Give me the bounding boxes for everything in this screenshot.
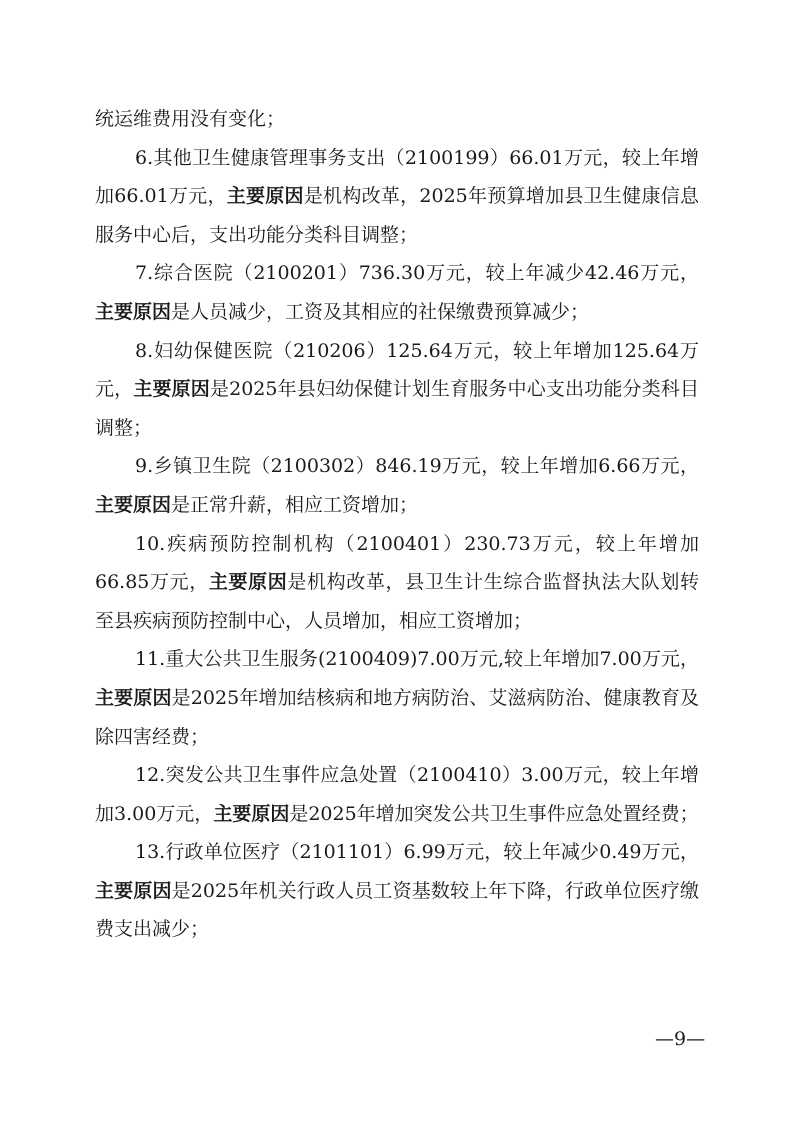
- paragraph-item-10: [95, 525, 699, 641]
- page-number: —9—: [655, 1028, 706, 1050]
- item-reason: 是2025年增加突发公共卫生事件应急处置经费；: [289, 802, 699, 825]
- paragraph-item-7: [95, 254, 699, 331]
- paragraph-item-6: [95, 139, 699, 255]
- key-reason-label: 主要原因: [95, 300, 172, 323]
- key-reason-label: 主要原因: [133, 378, 210, 401]
- item-text: 11.重大公共卫生服务(2100409)7.00万元,较上年增加7.00万元，: [135, 648, 699, 671]
- item-text: 12.突发公共卫生事件应急处置（2100410）3.00万元，较上年增加3.00万元，: [95, 764, 699, 825]
- paragraph-item-8: [95, 332, 699, 448]
- document-body: [95, 100, 699, 949]
- item-reason: 是正常升薪，相应工资增加；: [171, 493, 419, 516]
- paragraph-item-11: [95, 640, 699, 756]
- item-reason: 是人员减少，工资及其相应的社保缴费预算减少；: [171, 300, 590, 323]
- item-text: 9.乡镇卫生院（2100302）846.19万元，较上年增加6.66万元，: [135, 455, 699, 478]
- item-reason: 是2025年县妇幼保健计划生育服务中心支出功能分类科目调整；: [95, 378, 699, 439]
- continued-paragraph: 统运维费用没有变化；: [95, 108, 286, 130]
- key-reason-label: 主要原因: [226, 185, 304, 208]
- item-text: 6.其他卫生健康管理事务支出（2100199）66.01万元，较上年增加66.01万元，: [95, 146, 699, 208]
- paragraph-item-9: [95, 447, 699, 524]
- item-reason: 是机构改革，县卫生计生综合监督执法大队划转至县疾病预防控制中心，人员增加，相应工资增加；: [95, 571, 699, 632]
- key-reason-label: 主要原因: [208, 571, 288, 594]
- item-text: 13.行政单位医疗（2101101）6.99万元，较上年减少0.49万元，: [135, 841, 699, 864]
- paragraph-item-12: [95, 756, 699, 833]
- item-reason: 是机构改革，2025年预算增加县卫生健康信息服务中心后，支出功能分类科目调整；: [95, 185, 699, 246]
- key-reason-label: 主要原因: [95, 493, 172, 516]
- key-reason-label: 主要原因: [213, 802, 290, 825]
- item-text: 10.疾病预防控制机构（2100401）230.73万元，较上年增加66.85万元，: [95, 532, 699, 594]
- key-reason-label: 主要原因: [95, 879, 172, 902]
- item-text: 8.妇幼保健医院（210206）125.64万元，较上年增加125.64万元，: [95, 339, 699, 401]
- paragraph-item-13: [95, 833, 699, 949]
- item-reason: 是2025年增加结核病和地方病防治、艾滋病防治、健康教育及除四害经费；: [95, 686, 699, 748]
- item-reason: 是2025年机关行政人员工资基数较上年下降，行政单位医疗缴费支出减少；: [95, 879, 699, 941]
- key-reason-label: 主要原因: [95, 686, 172, 709]
- item-text: 7.综合医院（2100201）736.30万元，较上年减少42.46万元，: [135, 262, 699, 285]
